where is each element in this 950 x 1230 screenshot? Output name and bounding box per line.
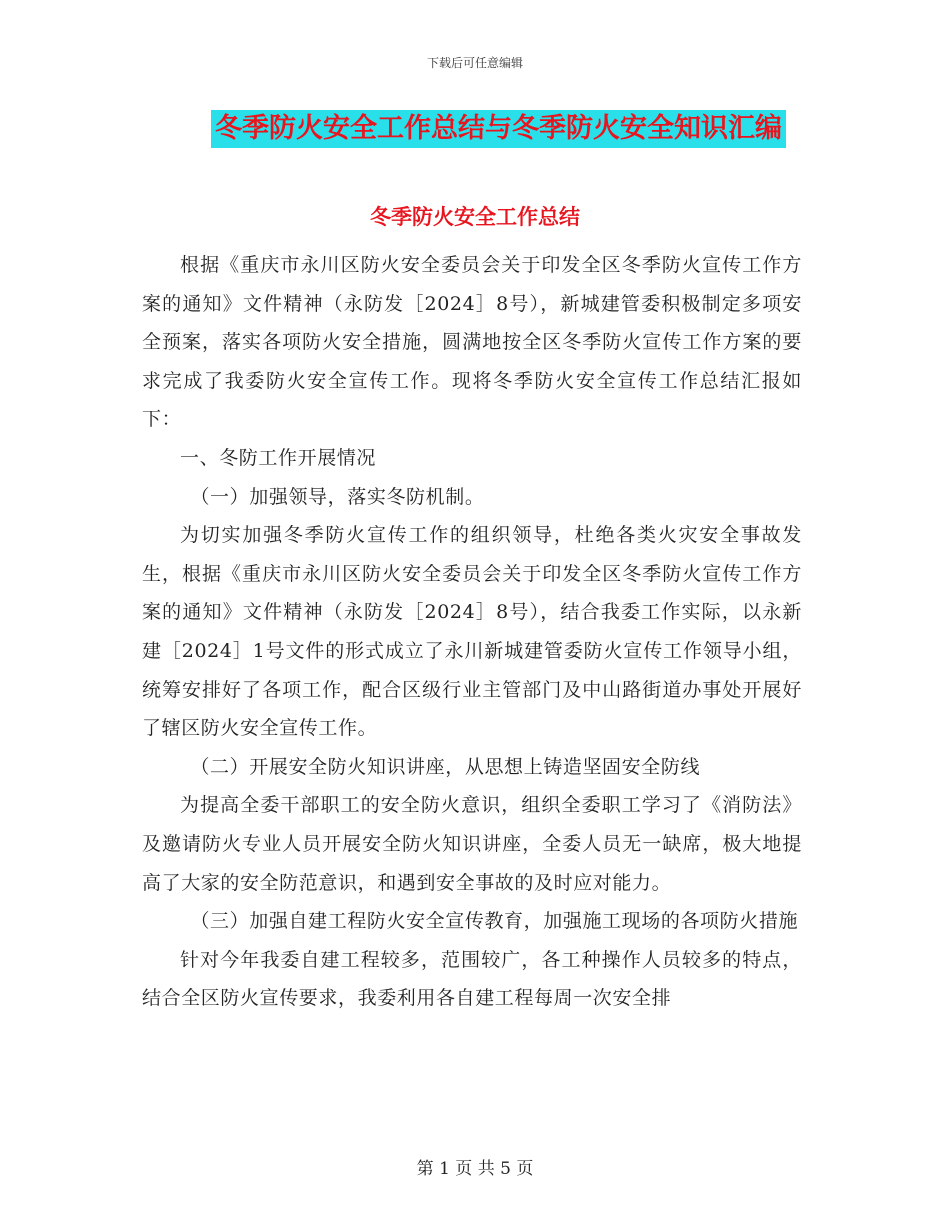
header-note: 下载后可任意编辑 (426, 56, 523, 70)
document-title: 冬季防火安全工作总结与冬季防火安全知识汇编 (211, 110, 786, 148)
heading-level-1: 一、冬防工作开展情况 (180, 446, 377, 469)
heading-subsection-2: （二）开展安全防火知识讲座，从思想上铸造坚固安全防线 (190, 755, 701, 778)
paragraph-construction: 针对今年我委自建工程较多，范围较广，各工种操作人员较多的特点，结合全区防火宣传要求，我委利用各自建工程每周一次安全排 (142, 948, 802, 1010)
paragraph-lecture: 为提高全委干部职工的安全防火意识，组织全委职工学习了《消防法》及邀请防火专业人员开展安全防火知识讲座，全委人员无一缺席，极大地提高了大家的安全防范意识，和遇到安全事故的及时应对能力。 (142, 794, 802, 894)
page-number: 第 1 页 共 5 页 (416, 1159, 534, 1179)
paragraph-intro: 根据《重庆市永川区防火安全委员会关于印发全区冬季防火宣传工作方案的通知》文件精神（永防发［2024］8号），新城建管委积极制定多项安全预案，落实各项防火安全措施，圆满地按全区冬季防火宣传工作方案的要求完成了我委防火安全宣传工作。现将冬季防火安全宣传工作总结汇报如下： (142, 254, 802, 431)
section-title: 冬季防火安全工作总结 (370, 205, 580, 229)
heading-subsection-1: （一）加强领导，落实冬防机制。 (190, 485, 485, 508)
document-body (142, 246, 802, 1018)
heading-subsection-3: （三）加强自建工程防火安全宣传教育，加强施工现场的各项防火措施 (190, 910, 799, 933)
paragraph-leadership: 为切实加强冬季防火宣传工作的组织领导，杜绝各类火灾安全事故发生，根据《重庆市永川区防火安全委员会关于印发全区冬季防火宣传工作方案的通知》文件精神（永防发［2024］8号），结合我委工作实际，以永新建［2024］1号文件的形式成立了永川新城建管委防火宣传工作领导小组，统筹安排好了各项工作，配合区级行业主管部门及中山路街道办事处开展好了辖区防火安全宣传工作。 (142, 524, 802, 740)
document-title-container (0, 110, 950, 148)
